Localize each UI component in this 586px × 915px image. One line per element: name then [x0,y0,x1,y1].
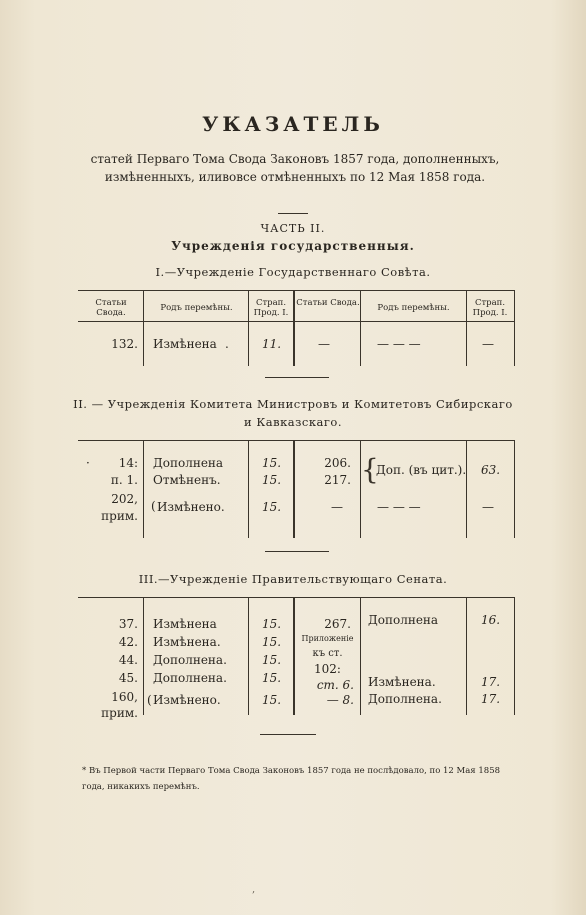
table2-col-rule [466,440,467,538]
page-mark: , [252,884,256,895]
table3-right-kind: Измѣнена. [368,675,436,689]
table3-page: 15. [262,653,282,667]
table3-page: 15. [262,635,282,649]
table2-right-page: 63. [481,463,501,477]
footnote: * Въ Первой части Перваго Тома Свода Законовъ 1857 года не послѣдовало, по 12 Мая 1858 года, никакихъ перемѣнъ. [82,766,501,792]
table2-brace: ( [151,499,156,513]
table1-col-rule [293,290,295,366]
section-1-title: I.—Учрежденіе Государственнаго Совѣта. [155,265,431,279]
table2-page: 15. [262,500,282,514]
part-name: Учрежденія государственныя. [171,239,415,253]
table3-kind: Дополнена. [153,671,227,685]
table2-right-brace: { [361,453,379,486]
table2-art: 202, [111,492,138,506]
table3-right-page: 16. [481,613,501,627]
table3-art: 42. [118,635,138,649]
table1-col-rule [466,290,467,366]
table3-kind: Измѣнена. [153,635,221,649]
table2-dot: · [86,456,90,470]
table3-col-rule [360,597,361,715]
table3-page: 15. [262,693,282,707]
table2-right-page3: — [482,500,494,514]
table1-col-rule [514,290,515,366]
table1-page: 11. [262,337,282,351]
table3-kind: Дополнена. [153,653,227,667]
table2-art: 14: [118,456,138,470]
table3-right-page: 17. [481,675,501,689]
table1-kind2: — — — [377,337,421,351]
page-subtitle: статей Перваго Тома Свода Законовъ 1857 года, дополненныхъ, измѣненныхъ, иливовсе отмѣненныхъ по 12 Мая 1858 года. [90,152,500,184]
table1-header-art: Статьи Свода. [95,298,127,318]
table2-col-rule [293,440,295,538]
section-2-title-line2: и Кавказскаго. [244,415,342,429]
table3-col-rule [143,597,144,715]
table2-right-art: 206. [324,456,351,470]
divider [278,213,308,214]
table3-kind: Измѣнена [153,617,217,631]
table1-header-art2: Статьи Свода. [296,298,360,308]
table3-right-page: 17. [481,692,501,706]
table1-col-rule [143,290,144,366]
table2-col-rule [143,440,144,538]
table1-dots: . [225,337,229,351]
table1-kind: Измѣнена [153,337,217,351]
table3-brace: ( [147,693,152,707]
table3-col-rule [248,597,249,715]
table1-page2: — [482,337,494,351]
page-title: УКАЗАТЕЛЬ [202,112,384,136]
table3-appendix-line3: 102: [314,662,341,676]
table2-page: 15. [262,473,282,487]
table3-col-rule [293,597,295,715]
table2-page: 15. [262,456,282,470]
table3-art: 160, [111,690,138,704]
divider [260,734,316,735]
table2-kind: Дополнена [153,456,224,470]
table3-col-rule [514,597,515,715]
table3-right-sub: ст. 6. [316,678,354,692]
table1-header-page: Страп. Прод. I. [253,298,289,318]
table2-right-art: 217. [324,473,351,487]
table3-appendix-line2: къ ст. [312,648,343,659]
divider [265,377,329,378]
table2-kind: Отмѣненъ. [153,473,221,487]
table2-col-rule [248,440,249,538]
section-2-title-line1: II. — Учрежденія Комитета Министровъ и Комитетовъ Сибирскаго [73,397,513,411]
table3-art: 37. [118,617,138,631]
table2-art: п. 1. [110,473,138,487]
table1-col-rule [360,290,361,366]
table3-art-note: прим. [101,706,138,720]
table2-col-rule [514,440,515,538]
table3-art: 45. [118,671,138,685]
table3-page: 15. [262,617,282,631]
table1-header-page2: Страп. Прод. I. [472,298,508,318]
table2-art-note: прим. [101,509,138,523]
table3-right-sub: — 8. [326,693,354,707]
table3-kind: Измѣнено. [153,693,221,707]
table1-header-kind2: Родъ перемѣны. [377,303,450,313]
table3-art: 44. [118,653,138,667]
table1-art2: — [318,337,330,351]
table2-right-kind: Доп. (въ цит.). [376,463,467,477]
table3-right-art: 267. [324,617,351,631]
table3-col-rule [466,597,467,715]
table2-kind: Измѣнено. [157,500,225,514]
table2-right-kind3: — — — [377,500,421,514]
divider [265,551,329,552]
table3-right-kind: Дополнена [368,613,439,627]
table1-art: 132. [111,337,138,351]
table3-appendix-line1: Приложеніе [301,634,354,643]
section-3-title: III.—Учрежденіе Правительствующаго Сената. [138,572,448,586]
table3-right-kind: Дополнена. [368,692,442,706]
table1-col-rule [248,290,249,366]
table3-page: 15. [262,671,282,685]
part-heading: ЧАСТЬ II. [260,222,326,235]
table2-right-art3: — [331,500,343,514]
table1-header-kind: Родъ перемѣны. [160,303,233,313]
